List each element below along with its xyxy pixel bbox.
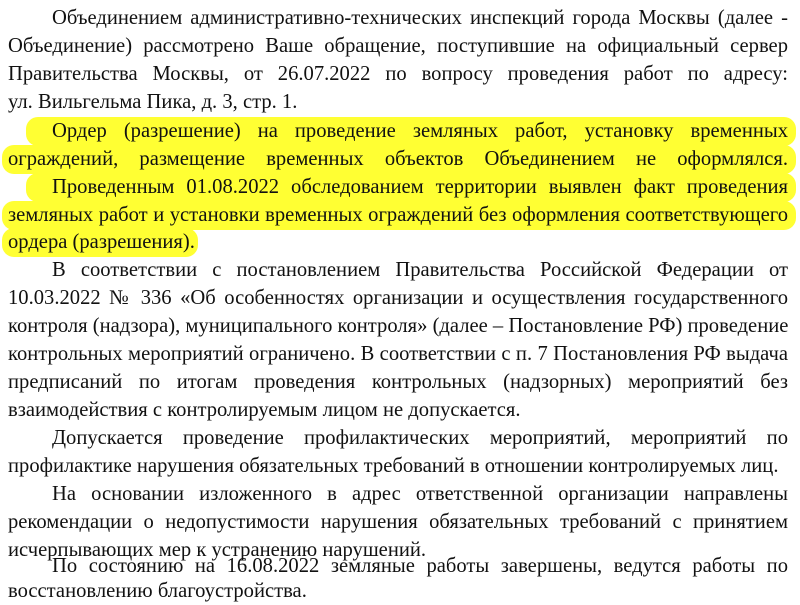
paragraph-4-line: предписаний по итогам проведения контрольных (надзорных) мероприятий без [8, 371, 788, 393]
paragraph-7-line: восстановлению благоустройства. [8, 580, 307, 602]
paragraph-3-line: Проведенным 01.08.2022 обследованием территории выявлен факт проведения [52, 176, 788, 198]
paragraph-3-line: земляных работ и установки временных ограждений без оформления соответствующего [8, 204, 788, 226]
paragraph-7-line: По состоянию на 16.08.2022 земляные работы завершены, ведутся работы по [52, 555, 788, 577]
paragraph-6-line: На основании изложенного в адрес ответственной организации направлены [52, 483, 788, 505]
paragraph-5-line: Допускается проведение профилактических мероприятий, мероприятий по [52, 427, 788, 449]
paragraph-2-line: ограждений, размещение временных объектов Объединением не оформлялся. [8, 148, 788, 170]
paragraph-1-line: ул. Вильгельма Пика, д. 3, стр. 1. [8, 91, 298, 113]
paragraph-6-line: исчерпывающих мер к устранению нарушений. [8, 539, 427, 561]
paragraph-4-line: В соответствии с постановлением Правительства Российской Федерации от [52, 259, 788, 281]
paragraph-4-line: 10.03.2022 № 336 «Об особенностях организации и осуществления государственного [8, 287, 788, 309]
paragraph-4-line: контроля (надзора), муниципального контроля» (далее – Постановление РФ) проведение [8, 315, 789, 337]
paragraph-1-line: Объединением административно-технических инспекций города Москвы (далее - [52, 7, 788, 29]
paragraph-5-line: профилактике нарушения обязательных требований в отношении контролируемых лиц. [8, 455, 779, 477]
paragraph-4-line: взаимодействия с контролируемым лицом не допускается. [8, 399, 521, 421]
paragraph-4-line: контрольных мероприятий ограничено. В соответствии с п. 7 Постановления РФ выдача [8, 343, 788, 365]
paragraph-6-line: рекомендации о недопустимости нарушения обязательных требований с принятием [8, 511, 788, 533]
paragraph-3-line: ордера (разрешения). [8, 231, 195, 253]
paragraph-2-line: Ордер (разрешение) на проведение земляных работ, установку временных [52, 120, 788, 142]
paragraph-1-line: Правительства Москвы, от 26.07.2022 по вопросу проведения работ по адресу: [8, 63, 788, 85]
paragraph-1-line: Объединение) рассмотрено Ваше обращение, поступившие на официальный сервер [8, 35, 788, 57]
